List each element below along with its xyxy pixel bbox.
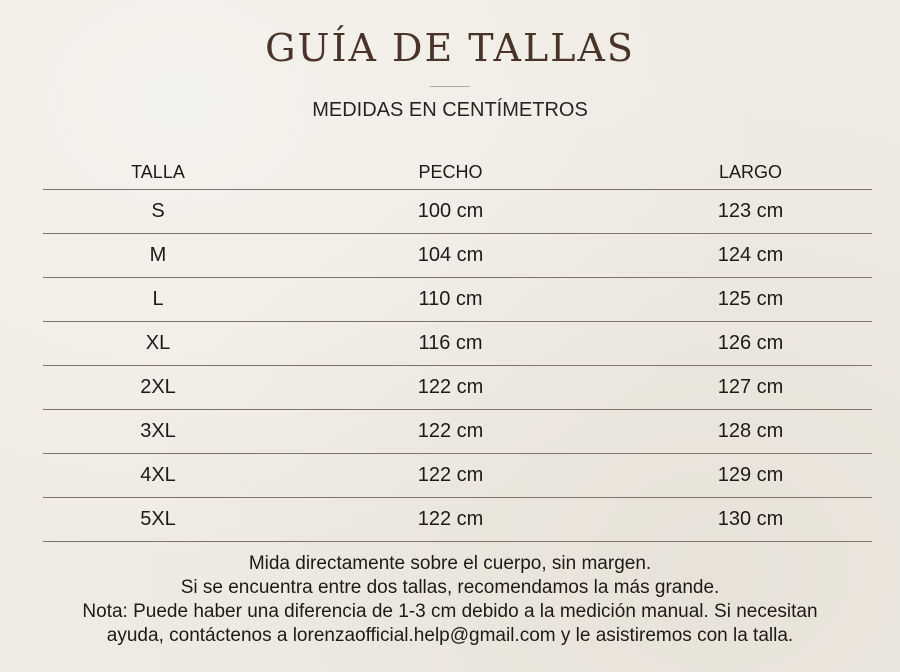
table-row (43, 454, 872, 498)
length-cell: 125 cm (717, 288, 784, 310)
length-cell: 124 cm (717, 244, 784, 266)
note-line: ayuda, contáctenos a lorenzaofficial.help@gmail.com y le asistiremos con la talla. (106, 625, 794, 646)
length-cell: 123 cm (717, 200, 784, 222)
size-cell: XL (145, 332, 171, 354)
page-subtitle: MEDIDAS EN CENTÍMETROS (312, 99, 588, 121)
size-cell: M (149, 244, 167, 266)
length-cell: 126 cm (717, 332, 784, 354)
note-line: Mida directamente sobre el cuerpo, sin margen. (248, 553, 652, 574)
chest-cell: 122 cm (417, 508, 484, 530)
header-pecho: PECHO (418, 161, 483, 182)
size-cell: L (152, 288, 164, 310)
size-cell: S (151, 200, 165, 222)
header-largo: LARGO (718, 161, 783, 182)
chest-cell: 122 cm (417, 376, 484, 398)
size-cell: 3XL (140, 420, 176, 442)
chest-cell: 100 cm (417, 200, 484, 222)
chest-cell: 122 cm (417, 420, 484, 442)
title-divider (430, 86, 470, 87)
table-row (43, 190, 872, 234)
page-title: GUÍA DE TALLAS (265, 26, 635, 70)
length-cell: 129 cm (717, 464, 784, 486)
notes-block (0, 552, 900, 648)
chest-cell: 104 cm (417, 244, 484, 266)
table-row (43, 366, 872, 410)
table-header-row (43, 155, 872, 190)
table-row (43, 498, 872, 542)
note-line: Nota: Puede haber una diferencia de 1-3 cm debido a la medición manual. Si necesitan (82, 601, 818, 622)
table-row (43, 278, 872, 322)
size-cell: 2XL (140, 376, 176, 398)
table-row (43, 234, 872, 278)
chest-cell: 116 cm (418, 332, 483, 354)
length-cell: 130 cm (717, 508, 784, 530)
length-cell: 128 cm (717, 420, 784, 442)
chest-cell: 110 cm (418, 288, 483, 310)
header-talla: TALLA (131, 161, 185, 182)
length-cell: 127 cm (717, 376, 784, 398)
size-cell: 5XL (140, 508, 176, 530)
table-row (43, 410, 872, 454)
size-table (43, 155, 872, 542)
size-cell: 4XL (140, 464, 176, 486)
note-line: Si se encuentra entre dos tallas, recomendamos la más grande. (180, 577, 720, 598)
table-row (43, 322, 872, 366)
chest-cell: 122 cm (417, 464, 484, 486)
